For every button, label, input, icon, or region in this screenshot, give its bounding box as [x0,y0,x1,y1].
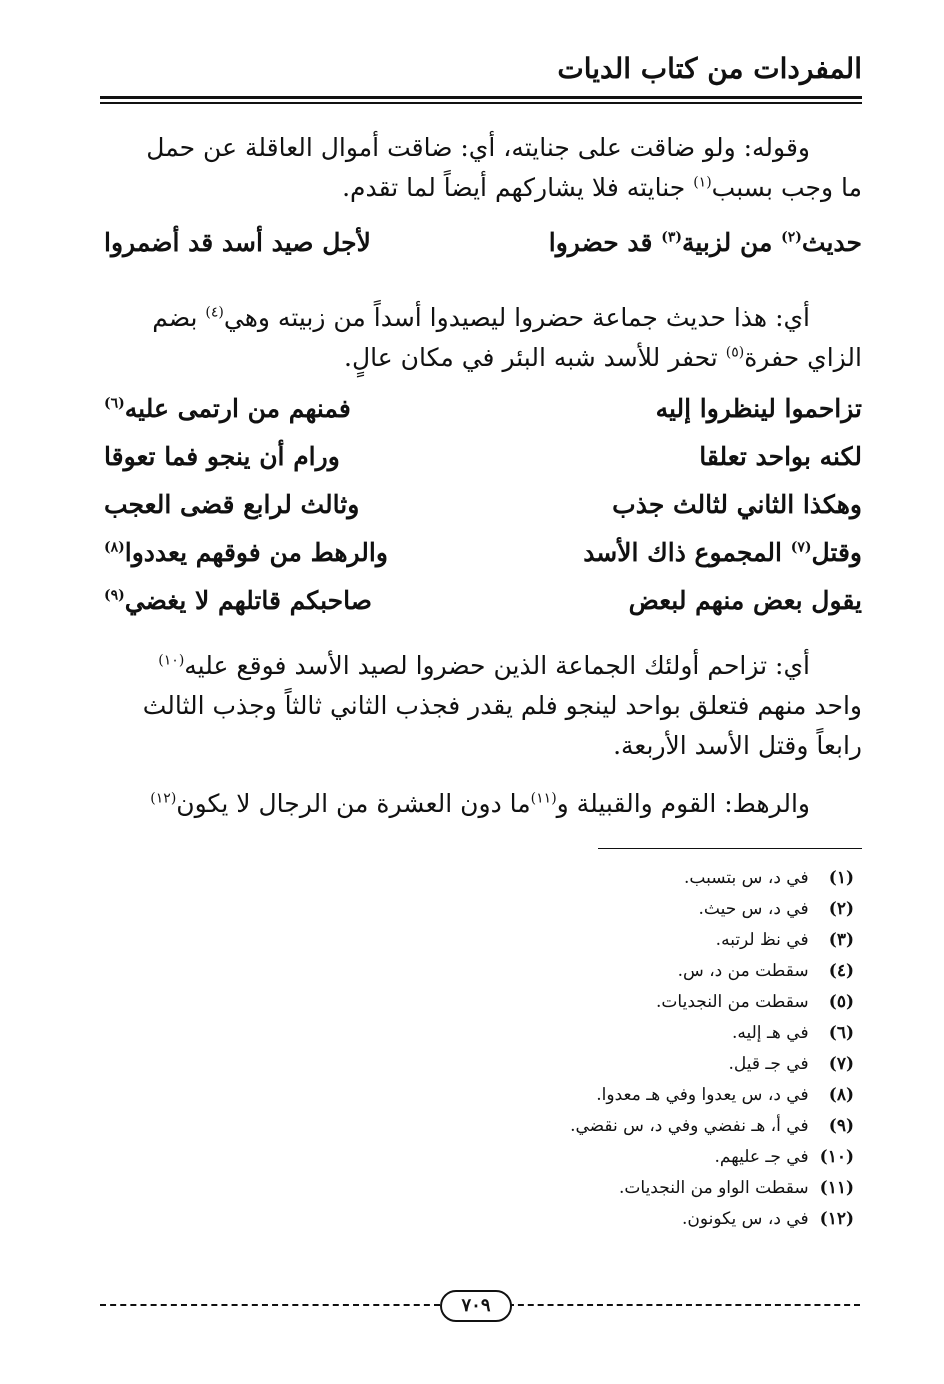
page-number: ٧٠٩ [440,1290,512,1322]
footnote-item [570,1080,854,1111]
verse-6-second-hemistich [104,586,372,615]
paragraph-4 [104,784,862,824]
footnote-item [570,1018,854,1049]
verse-line-4 [104,490,862,530]
footnote-ref-7: (٧) [790,539,812,556]
footnote-ref-4: (٤) [205,304,224,321]
verse-1-h1-part-a: حديث [801,228,862,257]
paragraph-4-line-1b: ما دون العشرة من الرجال لا يكون [176,789,531,818]
footnote-number: (٦) [828,1023,854,1043]
verse-1-first-hemistich [549,228,862,257]
verse-6-first-hemistich: يقول بعض منهم لبعض [628,586,862,615]
footnote-text: في د، س بتسبب. [684,868,809,888]
paragraph-3-line-1a: أي: تزاحم أولئك الجماعة الذين حضروا لصيد الأسد فوقع عليه [184,651,810,680]
footnote-ref-6: (٦) [104,395,125,412]
footnote-text: سقطت من النجديات. [656,992,809,1012]
paragraph-4-line-1 [104,784,862,824]
footnote-item [570,863,854,894]
paragraph-1-line-1: وقوله: ولو ضاقت على جنايته، أي: ضاقت أموال العاقلة عن حمل [146,133,810,162]
footnote-number: (٧) [828,1054,854,1074]
verse-line-3 [104,442,862,482]
paragraph-1-line-2a: ما وجب بسبب [711,173,862,202]
verse-6-h2-text: صاحبكم قاتلهم لا يغضي [124,586,372,615]
footnote-separator [598,848,862,849]
footnote-ref-5: (٥) [725,344,745,361]
footnote-text: في جـ قيل. [728,1054,809,1074]
footnote-number: (٢) [828,899,854,919]
footnote-ref-11: (١١) [530,790,557,807]
footer-dashed-rule-left [100,1304,440,1306]
verse-1-h1-part-b: من لزبية [681,228,782,257]
verse-2-first-hemistich: تزاحموا لينظروا إليه [655,394,862,423]
verse-4-second-hemistich: وثالث لرابع قضى العجب [104,490,360,519]
verse-1-h1-part-c: قد حضروا [548,228,662,257]
footer-dashed-rule-right [508,1304,860,1306]
verse-line-2 [104,394,862,434]
footnote-number: (١) [828,868,854,888]
footnote-number: (٩) [828,1116,854,1136]
footnotes-list [570,863,854,1235]
paragraph-2-line-2a: الزاي حفرة [744,343,862,372]
footnote-ref-1: (١) [693,174,712,191]
footnote-item [570,956,854,987]
verse-5-second-hemistich [104,538,388,567]
paragraph-3-line-2: واحد منهم فتعلق بواحد لينجو فلم يقدر فجذب الثاني ثالثاً وجذب الثالث [142,691,862,720]
footnote-number: (٤) [828,961,854,981]
verse-line-5 [104,538,862,578]
footnote-number: (١١) [819,1178,854,1198]
verse-4-first-hemistich: وهكذا الثاني لثالث جذب [612,490,862,519]
header-rule-thin [100,102,862,104]
verse-5-h1-part-b: المجموع ذاك الأسد [583,538,791,567]
footnote-text: سقطت الواو من النجديات. [618,1178,809,1198]
footnote-text: في هـ إليه. [731,1023,809,1043]
footnote-ref-2: (٢) [781,229,802,246]
footnote-item [570,1204,854,1235]
paragraph-2-line-1a: أي: هذا حديث جماعة حضروا ليصيدوا أسداً من زبيته وهي [223,303,810,332]
running-header-title: المفردات من كتاب الديات [557,52,862,85]
footnote-number: (١٢) [819,1209,854,1229]
footnote-ref-10: (١٠) [158,652,185,669]
verse-3-first-hemistich: لكنه بواحد تعلقا [699,442,862,471]
verse-2-second-hemistich [104,394,351,423]
verse-5-h2-text: والرهط من فوقهم يعددوا [124,538,388,567]
paragraph-3-line-3: رابعاً وقتل الأسد الأربعة. [613,731,862,760]
footnote-ref-8: (٨) [104,539,125,556]
footnote-text: في جـ عليهم. [714,1147,809,1167]
footnote-text: في د، س حيث. [698,899,809,919]
verse-1-second-hemistich: لأجل صيد أسد قد أضمروا [104,228,371,257]
footnote-ref-9: (٩) [104,587,125,604]
footnote-item [570,987,854,1018]
header-rule-thick [100,96,862,99]
footnote-item [570,1173,854,1204]
paragraph-1 [104,128,862,208]
footnote-text: في أ، هـ نفضي وفي د، س نقضي. [570,1116,809,1136]
verse-line-6 [104,586,862,626]
verse-line-1 [104,228,862,268]
paragraph-3 [104,646,862,766]
footnote-text: في نظ لرتبه. [715,930,809,950]
verse-5-first-hemistich [583,538,862,567]
paragraph-4-line-1a: والرهط: القوم والقبيلة و [556,789,810,818]
verse-3-second-hemistich: ورام أن ينجو فما تعوقا [104,442,340,471]
footnote-item [570,1142,854,1173]
paragraph-3-line-1 [104,646,862,686]
footnote-text: في د، س يكونون. [681,1209,809,1229]
footnote-ref-3: (٣) [661,229,682,246]
footnote-number: (١٠) [819,1147,854,1167]
paragraph-2-line-1 [104,298,862,338]
verse-2-h2-text: فمنهم من ارتمى عليه [124,394,351,423]
footnote-number: (٣) [828,930,854,950]
footnote-item [570,894,854,925]
footnote-item [570,1049,854,1080]
footnote-item [570,925,854,956]
paragraph-2 [104,298,862,378]
footnote-ref-12: (١٢) [150,790,177,807]
footnote-number: (٨) [828,1085,854,1105]
footnote-item [570,1111,854,1142]
paragraph-1-line-2b: جنايته فلا يشاركهم أيضاً لما تقدم. [342,173,694,202]
paragraph-2-line-2b: تحفر للأسد شبه البئر في مكان عالٍ. [344,343,726,372]
footnote-number: (٥) [828,992,854,1012]
footnote-text: سقطت من د، س. [677,961,809,981]
paragraph-2-line-1b: بضم [152,303,206,332]
footnote-text: في د، س يعدوا وفي هـ معدوا. [596,1085,809,1105]
verse-5-h1-part-a: وقتل [811,538,862,567]
